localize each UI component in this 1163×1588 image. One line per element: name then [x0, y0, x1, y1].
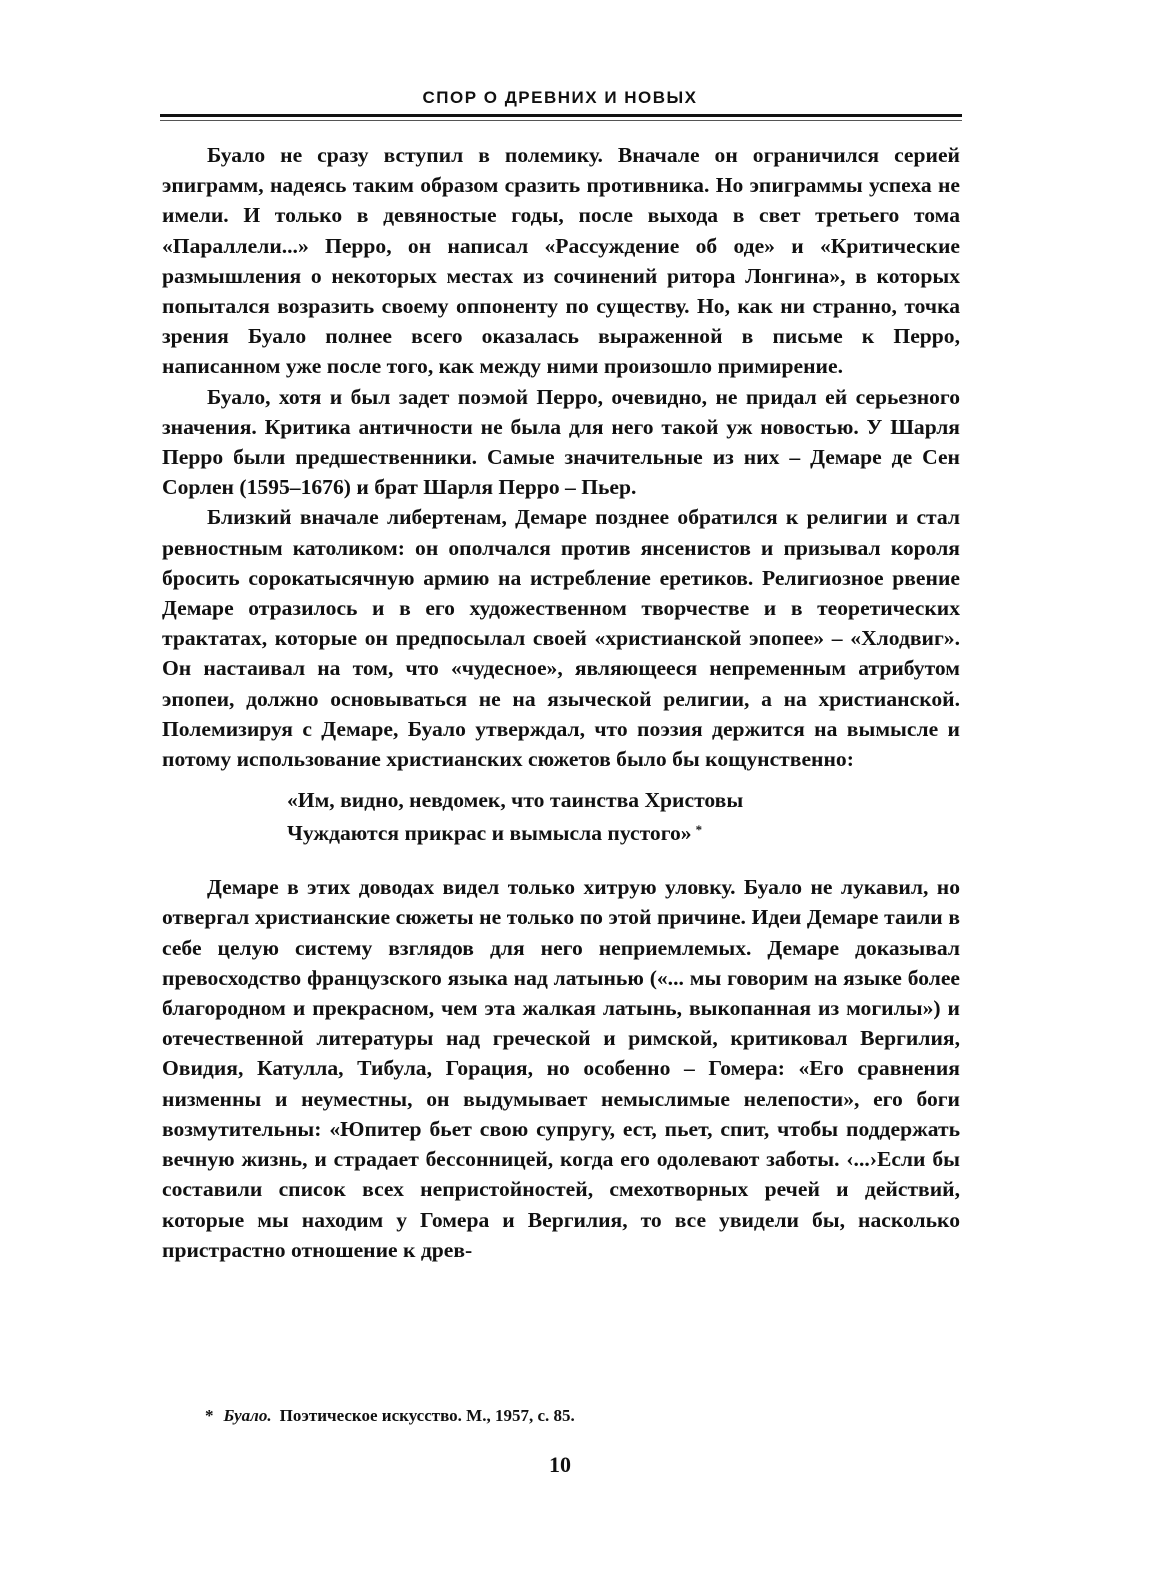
- main-text: [162, 140, 960, 1265]
- header-rule-thin: [160, 120, 962, 121]
- page-number: 10: [549, 1452, 571, 1477]
- paragraph-2: Буало, хотя и был задет поэмой Перро, очевидно, не придал ей серьезного значения. Критика античности не была для него такой уж новостью. У Шарля Перро были предшественники. Самые значительные из них – Демаре де Сен Сорлен (1595–1676) и брат Шарля Перро – Пьер.: [162, 384, 960, 500]
- header-rule: [160, 114, 962, 117]
- running-head: СПОР О ДРЕВНИХ И НОВЫХ: [422, 88, 698, 107]
- footnote-reference-marker: *: [695, 822, 703, 838]
- verse-line-1: «Им, видно, невдомек, что таинства Христовы: [287, 788, 744, 813]
- footnote: [205, 1406, 575, 1426]
- verse-line-2: Чуждаются прикрас и вымысла пустого»: [287, 821, 692, 846]
- verse-quote: [287, 785, 960, 848]
- footnote-author: Буало.: [223, 1406, 272, 1425]
- paragraph-3: Близкий вначале либертенам, Демаре позднее обратился к религии и стал ревностным католиком: он ополчался против янсенистов и призывал короля бросить сорокатысячную армию на истребление еретиков. Религиозное рвение Демаре отразилось и в его художественном творчестве и в теоретических трактатах, которые он предпосылал своей «христианской эпопее» – «Хлодвиг». Он настаивал на том, что «чудесное», являющееся непременным атрибутом эпопеи, должно основываться не на языческой религии, а на христианской. Полемизируя с Демаре, Буало утверждал, что поэзия держится на вымысле и потому использование христианских сюжетов было бы кощунственно:: [162, 505, 960, 772]
- paragraph-4: Демаре в этих доводах видел только хитрую уловку. Буало не лукавил, но отвергал христианские сюжеты не только по этой причине. Идеи Демаре таили в себе целую систему взглядов для него неприемлемых. Демаре доказывал превосходство французского языка над латынью («... мы говорим на языке более благородном и прекрасном, чем эта жалкая латынь, выкопанная из могилы») и отечественной литературы над греческой и римской, критиковал Вергилия, Овидия, Катулла, Тибула, Горация, но особенно – Гомера: «Его сравнения низменны и неуместны, он выдумывает немыслимые нелепости», его боги возмутительны: «Юпитер бьет свою супругу, ест, пьет, спит, чтобы поддержать вечную жизнь, и страдает бессонницей, когда его одолевают заботы. ‹...›Если бы составили список всех непристойностей, смехотворных речей и действий, которые мы находим у Гомера и Вергилия, то все увидели бы, насколько пристрастно отношение к древ-: [162, 875, 960, 1262]
- verse-line-2-wrapper: [287, 815, 960, 848]
- paragraph-1: Буало не сразу вступил в полемику. Вначале он ограничился серией эпиграмм, надеясь таким образом сразить противника. Но эпиграммы успеха не имели. И только в девяностые годы, после выхода в свет третьего тома «Параллели...» Перро, он написал «Рассуждение об оде» и «Критические размышления о некоторых местах из сочинений ритора Лонгина», в которых попытался возразить своему оппоненту по существу. Но, как ни странно, точка зрения Буало полнее всего оказалась выраженной в письме к Перро, написанном уже после того, как между ними произошло примирение.: [162, 143, 960, 379]
- footnote-marker: *: [205, 1406, 214, 1425]
- footnote-text: Поэтическое искусство. М., 1957, с. 85.: [279, 1406, 575, 1425]
